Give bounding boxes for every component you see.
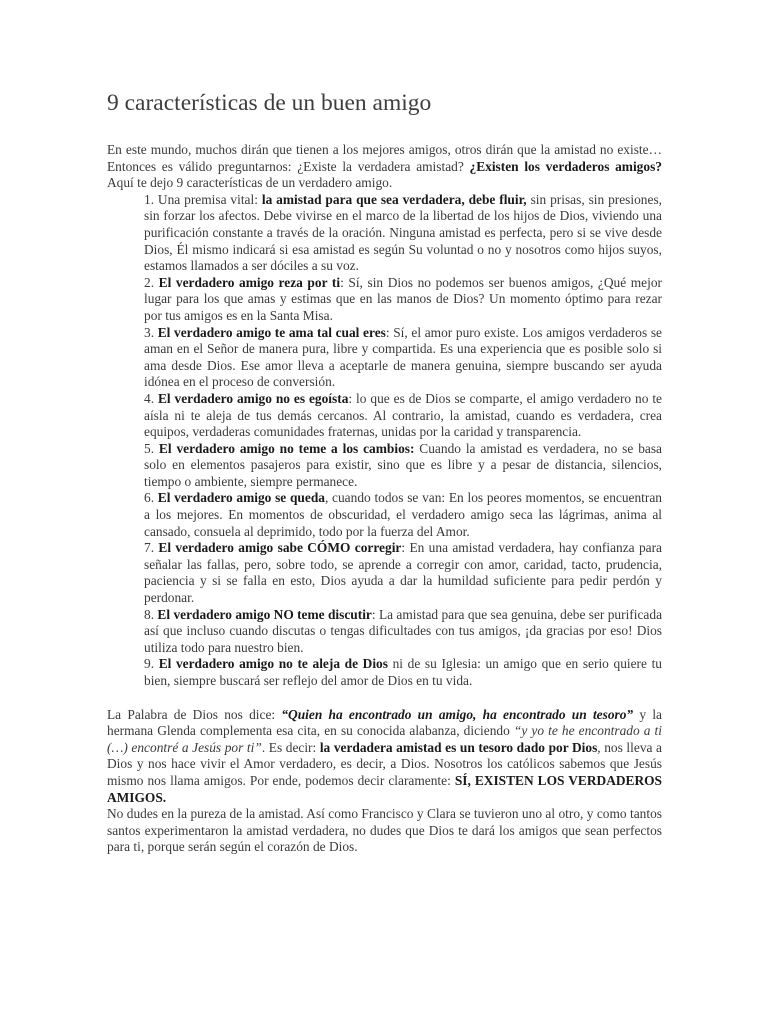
item-bold: El verdadero amigo se queda bbox=[157, 490, 325, 506]
list-item bbox=[107, 490, 662, 540]
item-text: sin prisas, sin presiones, sin forzar los afectos. Debe vivirse en el marco de la libertad de los hijos de Dios, viviendo una purificación constante a través de la oración. Ninguna amistad es perfecta, pero si se vive desde Dios, Él mismo indicará si esa amistad es según Su voluntad o no y nosotros como hijos suyos, estamos llamados a ser dóciles a su voz. bbox=[144, 191, 663, 274]
list-item bbox=[107, 540, 662, 606]
item-text: , cuando todos se van: En los peores momentos, se encuentran a los mejores. En momentos de obscuridad, el verdadero amigo seca las lágrimas, anima al cansado, consuela al deprimido, todo por la fuerza del Amor. bbox=[144, 490, 662, 539]
closing-bold-final: SÍ, EXISTEN LOS VERDADEROS AMIGOS. bbox=[107, 772, 662, 805]
item-text: : Sí, sin Dios no podemos ser buenos amigos, ¿Qué mejor lugar para los que amas y estimas que en las manos de Dios? Un momento óptimo para rezar por tus amigos es en la Santa Misa. bbox=[144, 274, 662, 323]
item-text: : lo que es de Dios se comparte, el amigo verdadero no te aísla ni te aleja de tus demás cercanos. Al contrario, la amistad, cuando es verdadera, crea equipos, verdaderas comunidades fraternas, unidas por la caridad y transparencia. bbox=[144, 390, 662, 440]
paragraph-spacer bbox=[107, 690, 662, 707]
item-bold: El verdadero amigo reza por ti bbox=[158, 274, 341, 290]
characteristics-list bbox=[107, 192, 662, 690]
closing-text: y la hermana Glenda complementa esa cita, en su conocida alabanza, diciendo bbox=[107, 706, 662, 739]
list-item bbox=[107, 192, 662, 275]
list-item bbox=[107, 275, 662, 325]
closing-paragraph bbox=[107, 707, 662, 807]
item-number: 1. Una premisa vital: bbox=[144, 191, 262, 207]
item-bold: la amistad para que sea verdadera, debe fluir, bbox=[261, 191, 527, 207]
item-bold: El verdadero amigo NO teme discutir bbox=[157, 606, 372, 622]
item-text: : Sí, el amor puro existe. Los amigos verdaderos se aman en el Señor de manera pura, libre y compartida. Es una experiencia que es posible solo si ama desde Dios. Ese amor lleva a aceptarle de manera genuina, siempre buscando ser ayuda idónea en el proceso de conversión. bbox=[144, 324, 662, 390]
item-number: 3. bbox=[144, 324, 158, 340]
item-bold: El verdadero amigo no te aleja de Dios bbox=[158, 656, 388, 672]
item-number: 7. bbox=[144, 540, 159, 556]
final-paragraph: No dudes en la pureza de la amistad. Así como Francisco y Clara se tuvieron uno al otro, y como tantos santos experimentaron la amistad verdadera, no dudes que Dios te dará los amigos que sean perfectos para ti, porque serán según el corazón de Dios. bbox=[107, 806, 662, 855]
list-item bbox=[107, 441, 662, 491]
closing-bold: la verdadera amistad es un tesoro dado por Dios bbox=[319, 739, 598, 755]
item-bold: El verdadero amigo no es egoísta bbox=[157, 390, 349, 406]
item-text: : La amistad para que sea genuina, debe ser purificada así que incluso cuando discutas o tengas dificultades con tus amigos, ¡da gracias por eso! Dios utiliza todo para nuestro bien. bbox=[144, 606, 663, 655]
page-title: 9 características de un buen amigo bbox=[107, 90, 432, 116]
item-number: 8. bbox=[144, 606, 158, 622]
document-page bbox=[107, 88, 662, 856]
list-item bbox=[107, 391, 662, 441]
intro-text: En este mundo, muchos dirán que tienen a los mejores amigos, otros dirán que la amistad no existe… Entonces es válido preguntarnos: ¿Existe la verdadera amistad? bbox=[107, 142, 662, 174]
bible-quote: “Quien ha encontrado un amigo, ha encontrado un tesoro” bbox=[281, 706, 634, 722]
item-bold: El verdadero amigo te ama tal cual eres bbox=[157, 324, 386, 340]
item-bold: El verdadero amigo no teme a los cambios: bbox=[158, 440, 415, 456]
list-item bbox=[107, 607, 662, 657]
item-number: 9. bbox=[144, 656, 159, 672]
item-text: Cuando la amistad es verdadera, no se basa solo en elementos pasajeros para existir, sino que es libre y a pesar de distancia, silencios, tiempo o ambiente, siempre permanece. bbox=[144, 440, 662, 489]
item-number: 6. bbox=[144, 490, 158, 506]
intro-bold: ¿Existen los verdaderos amigos? bbox=[469, 158, 662, 174]
item-text: ni de su Iglesia: un amigo que en serio quiere tu bien, siempre buscará ser reflejo del amor de Dios en tu vida. bbox=[144, 656, 663, 688]
item-text: : En una amistad verdadera, hay confianza para señalar las fallas, pero, sobre todo, se aprende a corregir con amor, caridad, tacto, prudencia, paciencia y si se falla en esto, Dios ayuda a dar la humildad suficiente para pedir perdón y perdonar. bbox=[144, 540, 662, 606]
item-number: 5. bbox=[144, 440, 159, 456]
intro-text-end: Aquí te dejo 9 características de un verdadero amigo. bbox=[107, 175, 393, 191]
closing-text: . Es decir: bbox=[261, 739, 320, 755]
song-quote: “y yo te he encontrado a ti (…) encontré a Jesús por ti” bbox=[107, 723, 663, 755]
item-bold: El verdadero amigo sabe CÓMO corregir bbox=[158, 540, 402, 556]
item-number: 2. bbox=[144, 274, 159, 290]
list-item bbox=[107, 656, 662, 689]
item-number: 4. bbox=[144, 390, 158, 406]
intro-paragraph bbox=[107, 142, 662, 192]
list-item bbox=[107, 325, 662, 391]
closing-text: La Palabra de Dios nos dice: bbox=[107, 706, 282, 722]
closing-text: , nos lleva a Dios y nos hace vivir el Amor verdadero, es decir, a Dios. Nosotros los católicos sabemos que Jesús mismo nos llama amigos. Por ende, podemos decir claramente: bbox=[107, 739, 662, 788]
